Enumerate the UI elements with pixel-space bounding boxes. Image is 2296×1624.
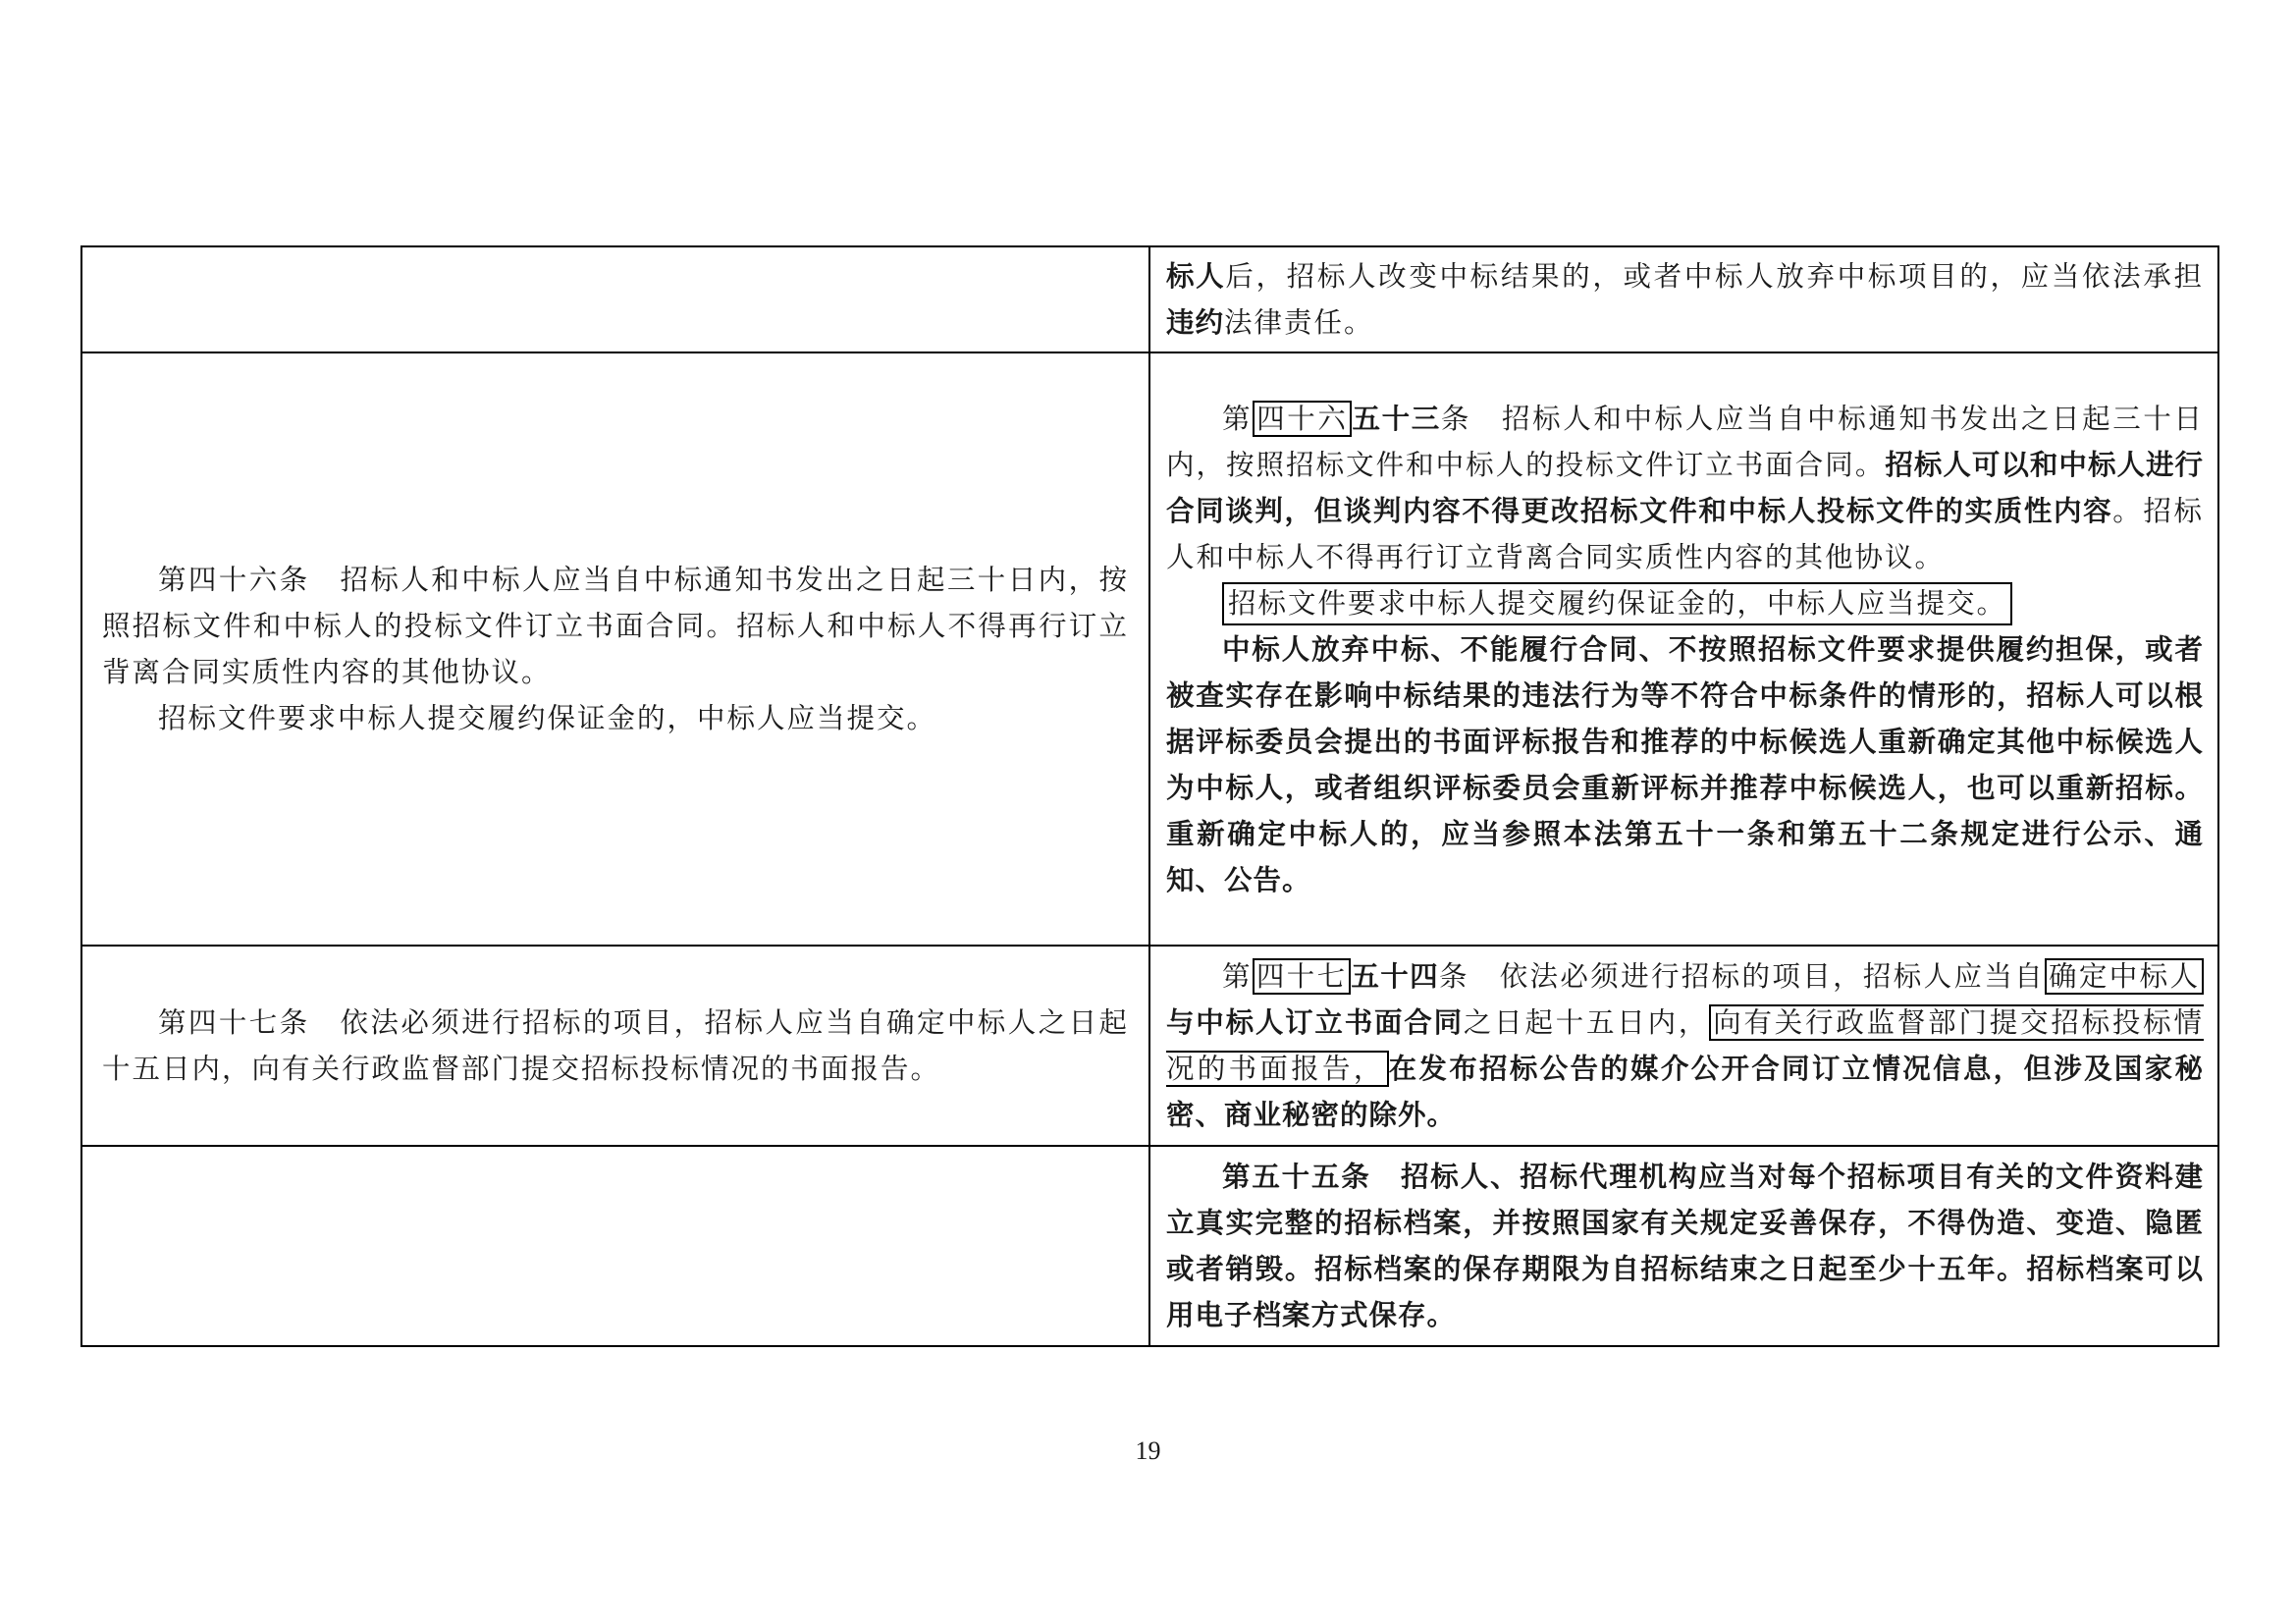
old-article-paragraph: 第四十七条 依法必须进行招标的项目，招标人应当自确定中标人之日起十五日内，向有关行政监督部门提交招标投标情况的书面报告。	[102, 1006, 1129, 1085]
comparison-table	[80, 245, 2219, 1347]
deleted-paragraph-box: 招标文件要求中标人提交履约保证金的，中标人应当提交。	[1222, 582, 2012, 625]
page-number: 19	[1135, 1436, 1161, 1465]
old-article-paragraph: 招标文件要求中标人提交履约保证金的，中标人应当提交。	[158, 702, 937, 734]
new-text-cell	[1149, 246, 2218, 352]
new-text-cell	[1149, 352, 2218, 946]
added-text: 中标人放弃中标、不能履行合同、不按照招标文件要求提供履约担保，或者被查实存在影响中标结果的违法行为等不符合中标条件的情形的，招标人可以根据评标委员会提出的书面评标报告和推荐的中标候选人重新确定其他中标候选人为中标人，或者组织评标委员会重新评标并推荐中标候选人，也可以重新招标。重新确定中标人的，应当参照本法第五十一条和第五十二条规定进行公示、通知、公告。	[1166, 632, 2204, 896]
retained-text: 条 依法必须进行招标的项目，招标人应当自	[1438, 960, 2046, 993]
added-text: 在发布招标公告的媒介公开合同订立情况信息，但涉及国家秘密、商业秘密的除外。	[1166, 1053, 2204, 1131]
new-article-paragraph	[1166, 253, 2204, 346]
deleted-text-box: 四十六	[1253, 401, 1352, 437]
old-text-cell	[81, 352, 1149, 946]
retained-text: 第	[1222, 960, 1253, 993]
new-text-cell	[1149, 1146, 2218, 1346]
new-text-cell	[1149, 946, 2218, 1146]
table-row	[81, 946, 2218, 1146]
old-article-paragraph: 第四十六条 招标人和中标人应当自中标通知书发出之日起三十日内，按照招标文件和中标人的投标文件订立书面合同。招标人和中标人不得再行订立背离合同实质性内容的其他协议。	[102, 564, 1129, 688]
retained-text: 之日起十五日内，	[1463, 1006, 1710, 1039]
retained-text: 法律责任。	[1224, 306, 1374, 339]
deleted-text-box: 四十七	[1253, 958, 1352, 995]
old-text-cell	[81, 246, 1149, 352]
added-text: 招标人可以和中标人进行合同谈判，但谈判内容不得更改招标文件和中标人投标文件的实质性内容	[1166, 448, 2204, 527]
deleted-text-box: 向有关行政监督部门提交招标投标情况的书面报告，	[1166, 1006, 2204, 1085]
table-row	[81, 1146, 2218, 1346]
new-article-paragraph	[1166, 580, 2204, 626]
retained-text: 第	[1222, 402, 1254, 435]
new-article-paragraph	[1166, 626, 2204, 903]
deleted-text-box: 确定中标人	[2045, 958, 2204, 995]
new-article-paragraph	[1166, 396, 2204, 580]
new-article-paragraph	[1166, 1154, 2204, 1338]
retained-text: 后，招标人改变中标结果的，或者中标人放弃中标项目的，应当依法承担	[1225, 260, 2204, 293]
added-text: 违约	[1166, 306, 1225, 339]
added-text: 标人	[1166, 260, 1226, 293]
retained-text: 。招标人和中标人不得再行订立背离合同实质性内容的其他协议。	[1166, 494, 2204, 573]
retained-text: 条 招标人和中标人应当自中标通知书发出之日起三十日内，按照招标文件和中标人的投标文件订立书面合同。	[1166, 402, 2204, 481]
added-text: 五十四	[1351, 960, 1439, 993]
table-row	[81, 352, 2218, 946]
table-row	[81, 246, 2218, 352]
old-text-cell	[81, 1146, 1149, 1346]
added-text: 第五十五条 招标人、招标代理机构应当对每个招标项目有关的文件资料建立真实完整的招标档案，并按照国家有关规定妥善保存，不得伪造、变造、隐匿或者销毁。招标档案的保存期限为自招标结束之日起至少十五年。招标档案可以用电子档案方式保存。	[1166, 1161, 2204, 1331]
added-text: 与中标人订立书面合同	[1166, 1006, 1464, 1039]
old-text-cell	[81, 946, 1149, 1146]
new-article-paragraph	[1166, 953, 2204, 1138]
added-text: 五十三	[1352, 402, 1441, 435]
